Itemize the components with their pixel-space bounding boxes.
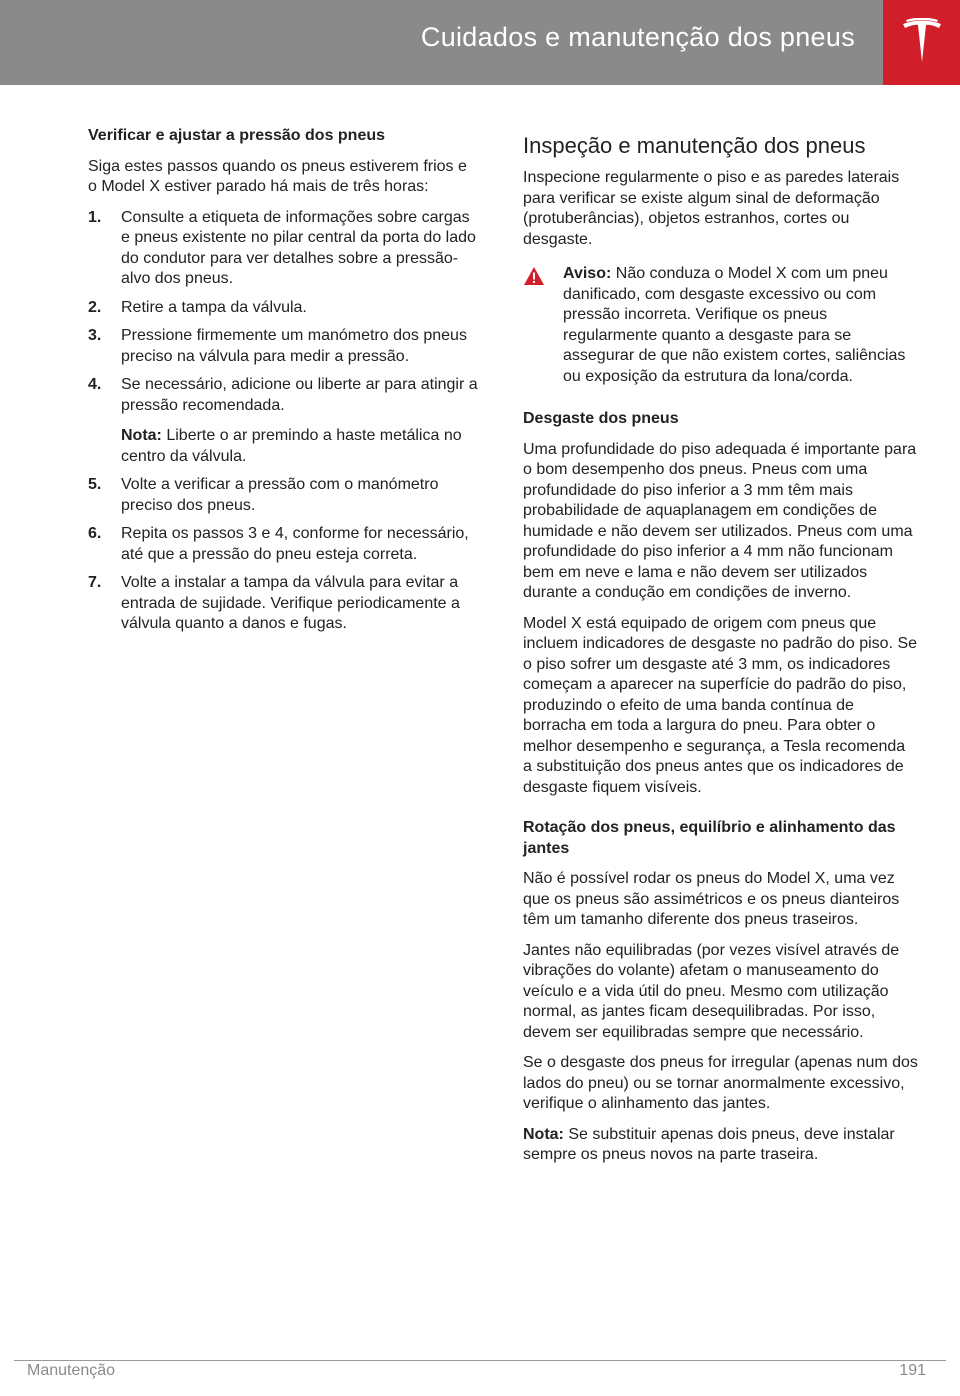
warning-label: Aviso:: [563, 265, 612, 282]
step-text: Repita os passos 3 e 4, conforme for necessário, até que a pressão do pneu esteja correta.: [121, 525, 469, 563]
list-item: [88, 208, 480, 290]
header-bar: [0, 0, 883, 85]
steps-list: [88, 208, 480, 635]
note-text: Se substituir apenas dois pneus, deve instalar sempre os pneus novos na parte traseira.: [523, 1125, 895, 1163]
step-number: 3.: [88, 327, 102, 344]
footer-divider: [14, 1360, 946, 1361]
wear-paragraph-2: Model X está equipado de origem com pneus que incluem indicadores de desgaste no padrão do piso. Se o piso sofrer um desgaste até 3 mm, os indicadores começam a aparecer na superfície do padrão do piso, produzindo o efeito de uma banda contínua de borracha em toda a largura do pneu. Para obter o melhor desempenho e segurança, a Tesla recomenda a substituição dos pneus antes que os indicadores de desgaste fiquem visíveis.: [523, 614, 918, 796]
subheading-wear: Desgaste dos pneus: [523, 410, 679, 427]
rotation-paragraph-1: Não é possível rodar os pneus do Model X, uma vez que os pneus são assimétricos e os pneus dianteiros têm um tamanho diferente dos pneus traseiros.: [523, 870, 900, 928]
step-number: 7.: [88, 574, 102, 591]
right-column: [523, 126, 918, 1176]
list-item: [88, 375, 480, 467]
step-number: 6.: [88, 525, 102, 542]
footer-section: Manutenção: [27, 1362, 116, 1379]
wear-paragraph-1: Uma profundidade do piso adequada é importante para o bom desempenho dos pneus. Pneus com uma profundidade do piso inferior a 3 mm têm mais probabilidade de aquaplanagem em condições de humidade e não devem ser utilizados. Pneus com uma profundidade do piso inferior a 4 mm não funcionam bem em neve e lama e não devem ser utilizados durante a condução em condições de inverno.: [523, 440, 917, 601]
step-text: Volte a instalar a tampa da válvula para evitar a entrada de sujidade. Verifique periodicamente a válvula quanto a danos e fugas.: [121, 574, 460, 632]
intro-paragraph: Siga estes passos quando os pneus estiverem frios e o Model X estiver parado há mais de três horas:: [88, 157, 467, 195]
list-item: [88, 573, 480, 635]
step-text: Volte a verificar a pressão com o manómetro preciso dos pneus.: [121, 476, 439, 514]
warning-icon: [523, 264, 563, 387]
step-number: 4.: [88, 376, 102, 393]
warning-text: [563, 264, 918, 387]
warning-body: Não conduza o Model X com um pneu danificado, com desgaste excessivo ou com pressão incorreta. Verifique os pneus regularmente quanto a desgaste para se assegurar de que não existem cortes, saliências ou exposição da estrutura da lona/corda.: [563, 265, 906, 385]
step-number: 1.: [88, 208, 102, 226]
warning-block: [523, 264, 918, 387]
step-number: 2.: [88, 298, 102, 316]
list-item: [88, 475, 480, 516]
step-text: Consulte a etiqueta de informações sobre cargas e pneus existente no pilar central da porta do lado do condutor para ver detalhes sobre a pressão-alvo dos pneus.: [121, 208, 476, 287]
step-text: Retire a tampa da válvula.: [121, 298, 307, 316]
left-column: [88, 126, 480, 643]
rotation-paragraph-2: Jantes não equilibradas (por vezes visível através de vibrações do volante) afetam o manuseamento do veículo e a vida útil do pneu. Mesmo com utilização normal, as jantes ficam desequilibradas. Por isso, devem ser equilibradas sempre que necessário.: [523, 941, 900, 1041]
section-heading-pressure: Verificar e ajustar a pressão dos pneus: [88, 127, 386, 144]
note-block: [523, 1125, 918, 1166]
inspection-paragraph: Inspecione regularmente o piso e as paredes laterais para verificar se existe algum sinal de deformação (protuberâncias), objetos estranhos, cortes ou desgaste.: [523, 169, 900, 248]
step-text: Se necessário, adicione ou liberte ar para atingir a pressão recomendada.: [121, 376, 478, 414]
list-item: [88, 524, 480, 565]
rotation-paragraph-3: Se o desgaste dos pneus for irregular (apenas num dos lados do pneu) ou se tornar anormalmente excessivo, verifique o alinhamento das jantes.: [523, 1054, 918, 1112]
subheading-rotation: Rotação dos pneus, equilíbrio e alinhamento das jantes: [523, 819, 896, 857]
note-text: Liberte o ar premindo a haste metálica no centro da válvula.: [121, 427, 462, 465]
page-title: Cuidados e manutenção dos pneus: [420, 22, 855, 52]
step-body: [121, 375, 480, 467]
note-label: Nota:: [523, 1125, 564, 1143]
section-heading-inspection: Inspeção e manutenção dos pneus: [523, 133, 866, 158]
step-text: Pressione firmemente um manómetro dos pneus preciso na válvula para medir a pressão.: [121, 327, 467, 365]
tesla-logo-icon: [901, 18, 943, 64]
note-label: Nota:: [121, 427, 162, 444]
step-note: [121, 426, 480, 467]
page-number: 191: [899, 1362, 926, 1379]
logo-box: [883, 0, 960, 85]
list-item: [88, 298, 480, 319]
step-number: 5.: [88, 476, 102, 493]
list-item: [88, 326, 480, 367]
